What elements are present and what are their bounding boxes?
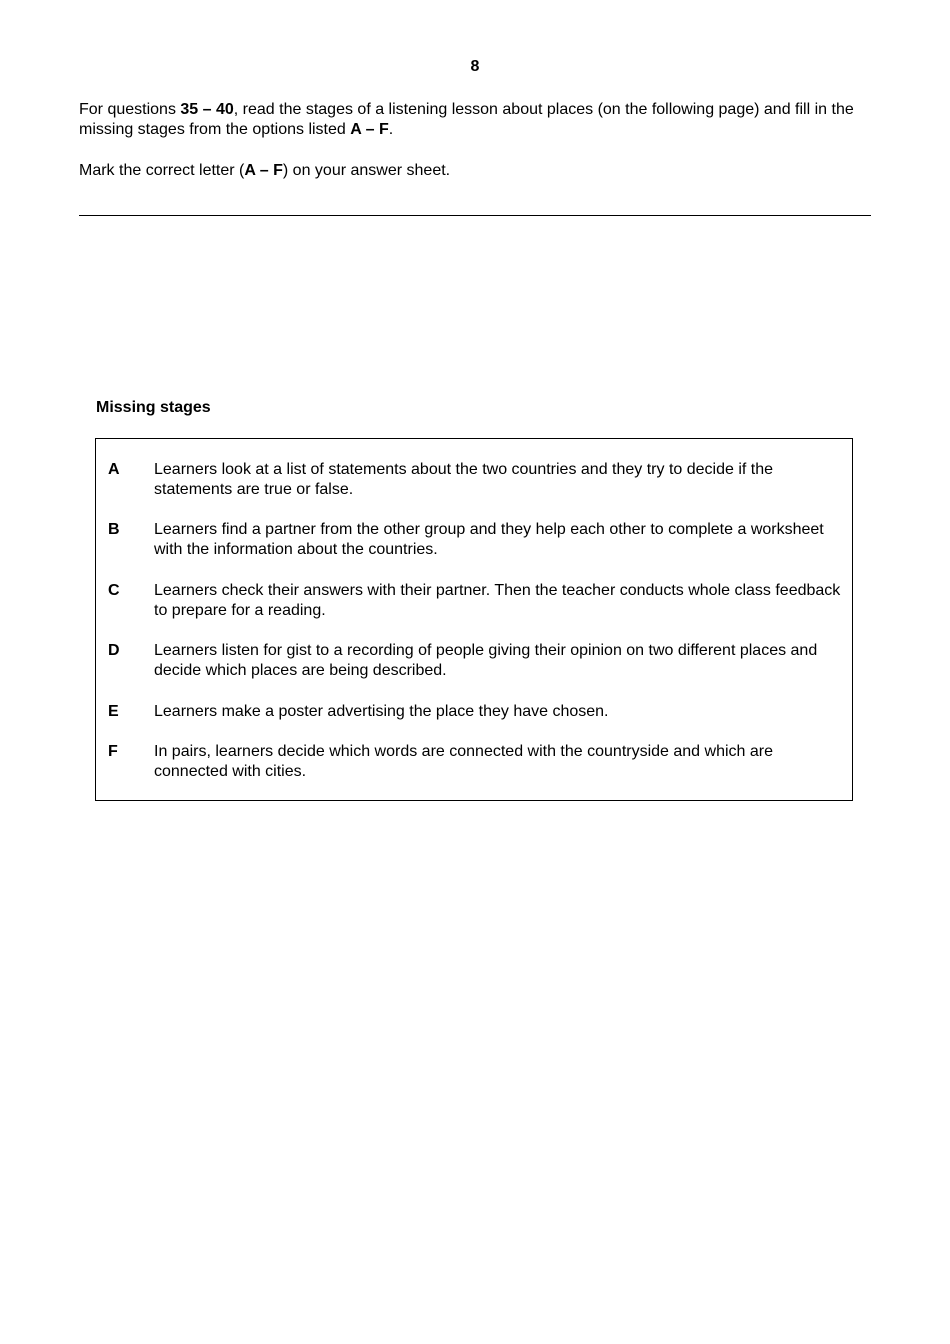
instruction-text: Mark the correct letter ( xyxy=(79,162,245,179)
section-heading: Missing stages xyxy=(96,399,211,416)
option-letter: B xyxy=(108,521,120,538)
option-letter: D xyxy=(108,642,120,659)
option-text: Learners make a poster advertising the place they have chosen. xyxy=(154,703,609,720)
divider-line xyxy=(79,215,871,216)
instruction-paragraph-questions xyxy=(79,100,879,140)
option-text: In pairs, learners decide which words are connected with the countryside and which are connected with cities. xyxy=(154,743,773,780)
instruction-paragraph-mark xyxy=(79,161,879,181)
question-range: 35 – 40 xyxy=(180,101,234,118)
option-letter: E xyxy=(108,703,119,720)
option-letter: F xyxy=(108,743,118,760)
option-text: Learners look at a list of statements about the two countries and they try to decide if the statements are true or false. xyxy=(154,461,774,498)
option-letter: A xyxy=(108,461,120,478)
option-text: Learners listen for gist to a recording of people giving their opinion on two different places and decide which places are being described. xyxy=(154,642,818,679)
option-text: Learners check their answers with their partner. Then the teacher conducts whole class feedback to prepare for a reading. xyxy=(154,582,841,619)
option-range: A – F xyxy=(244,162,283,179)
instruction-text: ) on your answer sheet. xyxy=(282,162,451,179)
options-box xyxy=(95,438,853,801)
option-letter: C xyxy=(108,582,120,599)
instructions xyxy=(79,100,879,181)
instruction-text: , read the stages of a listening lesson about places (on the following page) and fill in the missing stages from the options listed xyxy=(79,101,854,138)
option-range: A – F xyxy=(350,121,389,138)
instruction-text: . xyxy=(388,121,394,138)
page-number: 8 xyxy=(470,58,480,75)
option-text: Learners find a partner from the other group and they help each other to complete a worksheet with the information about the countries. xyxy=(154,521,824,558)
instruction-text: For questions xyxy=(79,101,181,118)
